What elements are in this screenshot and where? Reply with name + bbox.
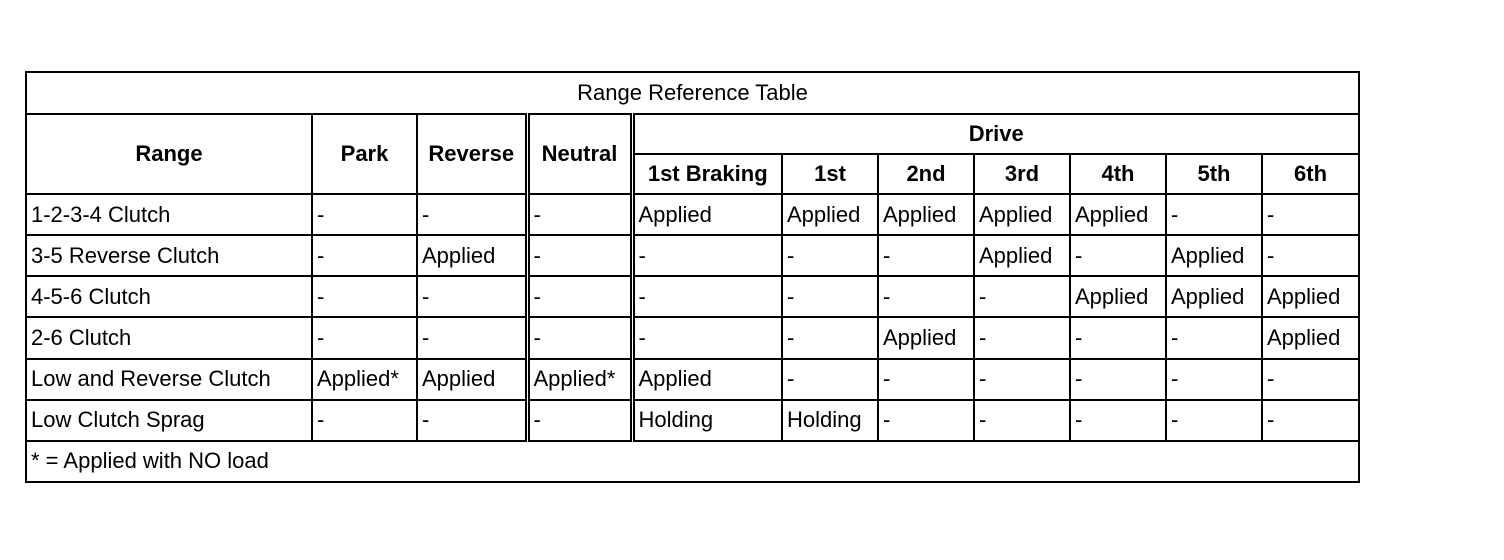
cell-3rd: - bbox=[974, 359, 1070, 400]
cell-4th: - bbox=[1070, 235, 1166, 276]
table-row bbox=[27, 317, 1358, 358]
range-reference-table-frame bbox=[25, 71, 1360, 483]
cell-reverse: - bbox=[417, 400, 527, 441]
cell-5th: - bbox=[1166, 194, 1262, 235]
cell-4th: Applied bbox=[1070, 194, 1166, 235]
drive-subheader-4th: 4th bbox=[1070, 154, 1166, 194]
cell-4th: Applied bbox=[1070, 276, 1166, 317]
cell-1st: - bbox=[782, 276, 878, 317]
cell-2nd: - bbox=[878, 359, 974, 400]
cell-1st: - bbox=[782, 235, 878, 276]
cell-5th: - bbox=[1166, 400, 1262, 441]
reverse-column-header: Reverse bbox=[417, 114, 527, 194]
cell-reverse: Applied bbox=[417, 235, 527, 276]
cell-6th: Applied bbox=[1262, 276, 1358, 317]
row-range-label: 3-5 Reverse Clutch bbox=[27, 235, 312, 276]
cell-3rd: Applied bbox=[974, 194, 1070, 235]
cell-reverse: - bbox=[417, 194, 527, 235]
cell-4th: - bbox=[1070, 317, 1166, 358]
row-range-label: 2-6 Clutch bbox=[27, 317, 312, 358]
cell-5th: Applied bbox=[1166, 235, 1262, 276]
cell-1st-braking: Applied bbox=[632, 359, 782, 400]
cell-reverse: Applied bbox=[417, 359, 527, 400]
cell-1st-braking: - bbox=[632, 317, 782, 358]
cell-4th: - bbox=[1070, 359, 1166, 400]
cell-5th: Applied bbox=[1166, 276, 1262, 317]
cell-3rd: - bbox=[974, 400, 1070, 441]
table-row bbox=[27, 400, 1358, 441]
cell-park: - bbox=[312, 276, 417, 317]
range-reference-table bbox=[27, 73, 1358, 481]
cell-park: - bbox=[312, 317, 417, 358]
neutral-column-header: Neutral bbox=[527, 114, 632, 194]
cell-2nd: Applied bbox=[878, 317, 974, 358]
cell-reverse: - bbox=[417, 317, 527, 358]
table-title: Range Reference Table bbox=[27, 73, 1358, 114]
table-row bbox=[27, 359, 1358, 400]
cell-5th: - bbox=[1166, 317, 1262, 358]
cell-park: Applied* bbox=[312, 359, 417, 400]
park-column-header: Park bbox=[312, 114, 417, 194]
row-range-label: Low and Reverse Clutch bbox=[27, 359, 312, 400]
cell-3rd: - bbox=[974, 276, 1070, 317]
cell-park: - bbox=[312, 194, 417, 235]
cell-park: - bbox=[312, 400, 417, 441]
cell-park: - bbox=[312, 235, 417, 276]
cell-2nd: - bbox=[878, 276, 974, 317]
row-range-label: Low Clutch Sprag bbox=[27, 400, 312, 441]
cell-neutral: - bbox=[527, 400, 632, 441]
cell-6th: Applied bbox=[1262, 317, 1358, 358]
table-row bbox=[27, 194, 1358, 235]
cell-6th: - bbox=[1262, 400, 1358, 441]
table-row bbox=[27, 276, 1358, 317]
cell-2nd: Applied bbox=[878, 194, 974, 235]
row-range-label: 4-5-6 Clutch bbox=[27, 276, 312, 317]
cell-5th: - bbox=[1166, 359, 1262, 400]
cell-3rd: Applied bbox=[974, 235, 1070, 276]
cell-2nd: - bbox=[878, 235, 974, 276]
table-footnote: * = Applied with NO load bbox=[27, 441, 1358, 481]
cell-neutral: - bbox=[527, 276, 632, 317]
cell-1st: Applied bbox=[782, 194, 878, 235]
cell-reverse: - bbox=[417, 276, 527, 317]
cell-1st: - bbox=[782, 317, 878, 358]
cell-3rd: - bbox=[974, 317, 1070, 358]
cell-1st-braking: - bbox=[632, 235, 782, 276]
cell-neutral: - bbox=[527, 317, 632, 358]
cell-4th: - bbox=[1070, 400, 1166, 441]
drive-group-header: Drive bbox=[632, 114, 1358, 154]
cell-6th: - bbox=[1262, 235, 1358, 276]
drive-subheader-1st: 1st bbox=[782, 154, 878, 194]
cell-1st: Holding bbox=[782, 400, 878, 441]
cell-1st: - bbox=[782, 359, 878, 400]
cell-6th: - bbox=[1262, 194, 1358, 235]
cell-6th: - bbox=[1262, 359, 1358, 400]
cell-2nd: - bbox=[878, 400, 974, 441]
cell-1st-braking: Applied bbox=[632, 194, 782, 235]
table-row bbox=[27, 235, 1358, 276]
drive-subheader-3rd: 3rd bbox=[974, 154, 1070, 194]
cell-neutral: - bbox=[527, 194, 632, 235]
cell-neutral: - bbox=[527, 235, 632, 276]
drive-subheader-6th: 6th bbox=[1262, 154, 1358, 194]
drive-subheader-1st-braking: 1st Braking bbox=[632, 154, 782, 194]
row-range-label: 1-2-3-4 Clutch bbox=[27, 194, 312, 235]
cell-neutral: Applied* bbox=[527, 359, 632, 400]
cell-1st-braking: Holding bbox=[632, 400, 782, 441]
range-column-header: Range bbox=[27, 114, 312, 194]
cell-1st-braking: - bbox=[632, 276, 782, 317]
drive-subheader-5th: 5th bbox=[1166, 154, 1262, 194]
drive-subheader-2nd: 2nd bbox=[878, 154, 974, 194]
